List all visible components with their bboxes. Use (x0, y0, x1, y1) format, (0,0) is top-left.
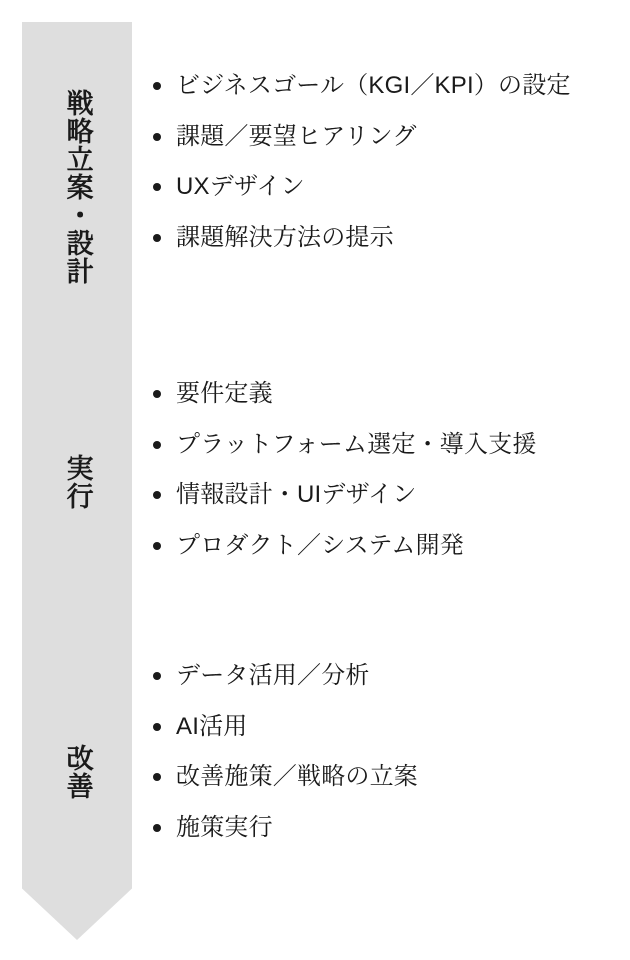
list-item (150, 222, 620, 254)
list-item (150, 660, 620, 692)
list-item-label: UXデザイン (176, 173, 305, 201)
list-item-label: 改善施策／戦略の立案 (176, 763, 418, 791)
list-item-label: 課題／要望ヒアリング (176, 122, 417, 150)
bullet-list-stage-3 (150, 660, 620, 844)
list-item-label: 課題解決方法の提示 (176, 224, 394, 252)
bullet-icon (153, 82, 161, 90)
bullet-icon (153, 234, 161, 242)
bullet-icon (153, 723, 161, 731)
list-item-label: 施策実行 (176, 814, 273, 842)
list-item (150, 530, 620, 562)
list-item (150, 429, 620, 461)
stage-items-2 (150, 378, 620, 562)
list-item-label: AI活用 (176, 712, 248, 740)
stage-label-2: 実行 (62, 454, 93, 510)
list-item (150, 171, 620, 203)
stage-items-1 (150, 70, 620, 254)
list-item-label: 要件定義 (176, 380, 273, 407)
bullet-icon (153, 542, 161, 550)
list-item (150, 812, 620, 844)
stage-label-1: 戦略立案・設計 (62, 89, 93, 285)
bullet-icon (153, 390, 161, 398)
chevron-rail (22, 22, 132, 940)
list-item-label: プラットフォーム選定・導入支援 (176, 430, 537, 458)
list-item-label: 情報設計・UIデザイン (176, 481, 417, 509)
bullet-icon (153, 183, 161, 191)
bullet-icon (153, 824, 161, 832)
list-item-label: プロダクト／システム開発 (176, 532, 464, 560)
list-item (150, 479, 620, 511)
stage-items-3 (150, 660, 620, 844)
bullet-icon (153, 491, 161, 499)
list-item (150, 70, 620, 102)
list-item (150, 121, 620, 153)
bullet-icon (153, 773, 161, 781)
bullet-list-stage-2 (150, 378, 620, 562)
bullet-list-stage-1 (150, 70, 620, 254)
list-item-label: ビジネスゴール（KGI／KPI）の設定 (176, 72, 571, 99)
stage-content-column (150, 0, 620, 960)
bullet-icon (153, 672, 161, 680)
list-item-label: データ活用／分析 (176, 662, 370, 689)
list-item (150, 378, 620, 410)
bullet-icon (153, 441, 161, 449)
list-item (150, 711, 620, 743)
bullet-icon (153, 133, 161, 141)
stage-label-3: 改善 (62, 744, 93, 800)
list-item (150, 761, 620, 793)
